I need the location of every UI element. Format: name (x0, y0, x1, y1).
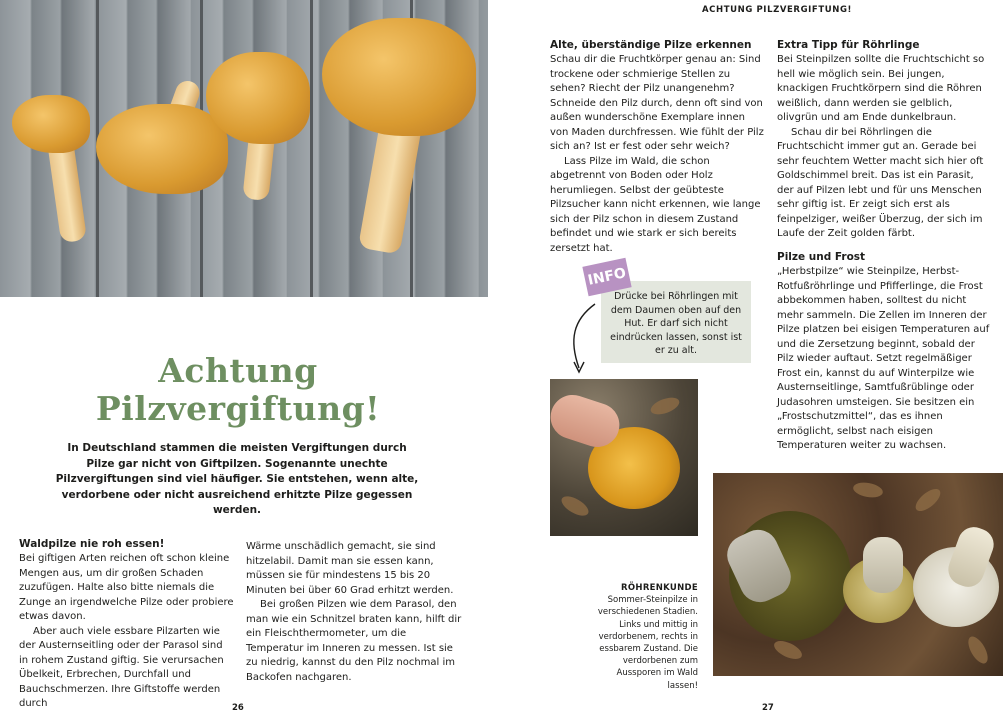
paragraph: Lass Pilze im Wald, die schon abgetrennt von Boden oder Holz herumliegen. Selbst der geübteste Pilzsucher kann nicht erkennen, wie lange sich der Pilz schon in diesem Zustand befindet und wie stark er sich bereits zersetzt hat. (550, 155, 761, 254)
paragraph: „Herbstpilze“ wie Steinpilze, Herbst-Rotfußröhrlinge und Pfifferlinge, die Frost abbekommen haben, solltest du nicht mehr sammeln. Die Zellen im Inneren der Pilze platzen bei eisigen Temperaturen auf und die Zersetzung beginnt, sobald der Pilz wieder auftaut. Setzt regelmäßiger Frost ein, kannst du auf Winterpilze wie Austernseitlinge, Samtfußrüblinge oder Judasohren umsteigen. Sie besitzen ein „Frostschutzmittel“, das es ihnen ermöglicht, selbst nach eisigen Temperaturen weiter zu wachsen. (777, 266, 990, 451)
info-box: Drücke bei Röhrlingen mit dem Daumen oben auf den Hut. Er darf sich nicht eindrücken lassen, sonst ist er zu alt. (601, 281, 751, 363)
page-title (60, 352, 416, 428)
heading-extra-tipp: Extra Tipp für Röhrlinge (777, 39, 920, 51)
heading-alte-pilze: Alte, überständige Pilze erkennen (550, 39, 752, 51)
caption-title: RÖHRENKUNDE (621, 583, 698, 593)
paragraph: Bei Steinpilzen sollte die Fruchtschicht so hell wie möglich sein. Bei jungen, knackigen Fruchtkörpern sind die Röhren weißlich, dann werden sie gelblich, olivgrün und am Ende dunkelbraun. (777, 54, 985, 123)
page-number-right: 27 (762, 703, 774, 713)
paragraph: Bei giftigen Arten reichen oft schon kleine Mengen aus, um dir großen Schaden zuzufügen. Halte also bitte niemals die Zunge an irgendwelche Pilze oder probiere etwas davon. (19, 553, 234, 622)
paragraph: Aber auch viele essbare Pilzarten wie der Austernseitling oder der Parasol sind in rohem Zustand giftig. Sie verursachen Übelkeit, Erbrechen, Durchfall und Bauchschmerzen. Ihre Giftstoffe werden durch (19, 625, 224, 709)
column-waldpilze-2 (246, 540, 464, 685)
arrow-icon (565, 300, 605, 380)
caption-text: Sommer-Steinpilze in verschiedenen Stadien. Links und mittig in verdorbenem, rechts in essbarem Zustand. Die verdorbenen zum Aussporen im Wald lassen! (597, 595, 698, 691)
page-number-left: 26 (232, 703, 244, 713)
title-line-2: Pilzvergiftung! (95, 389, 381, 428)
title-line-1: Achtung (158, 351, 318, 390)
column-pilze-frost (777, 250, 991, 454)
photo-caption (592, 582, 698, 692)
heading-pilze-frost: Pilze und Frost (777, 251, 866, 263)
column-extra-tipp (777, 38, 991, 242)
column-alte-pilze (550, 38, 764, 256)
paragraph: Wärme unschädlich gemacht, sie sind hitzelabil. Damit man sie essen kann, müssen sie für mindestens 15 bis 20 Minuten bei über 60 Grad erhitzt werden. (246, 541, 454, 596)
steinpilze-photo (713, 473, 1003, 676)
chanterelle-photo (0, 0, 488, 297)
paragraph: Schau dir die Fruchtkörper genau an: Sind trockene oder schmierige Stellen zu sehen? Riecht der Pilz unangenehm? Schneide den Pilz durch, denn oft sind von außen wunderschöne Exemplare innen von Maden durchfressen. Wie fühlt der Pilz sich an? Ist er fest oder sehr weich? (550, 54, 764, 152)
paragraph: Bei großen Pilzen wie dem Parasol, den man wie ein Schnitzel braten kann, hilft dir ein Fleischthermometer, um die Temperatur im Inneren zu messen. Ist sie zu niedrig, kannst du den Pilz nochmal im Backofen nachgaren. (246, 599, 462, 683)
column-waldpilze-1 (19, 537, 234, 712)
paragraph: Schau dir bei Röhrlingen die Fruchtschicht immer gut an. Gerade bei sehr feuchtem Wetter macht sich hier oft Goldschimmel breit. Das ist ein Parasit, der auf Pilzen lebt und für uns Menschen sehr giftig ist. Er zeigt sich erst als feinpelziger, weißer Überzug, der sich im Laufe der Zeit golden färbt. (777, 126, 984, 239)
heading-waldpilze: Waldpilze nie roh essen! (19, 538, 165, 550)
info-badge: INFO (582, 258, 631, 296)
running-head: ACHTUNG PILZVERGIFTUNG! (702, 5, 852, 15)
lead-paragraph: In Deutschland stammen die meisten Vergiftungen durch Pilze gar nicht von Giftpilzen. Sogenannte unechte Pilzvergiftungen sind viel häufiger. Sie entstehen, wenn alte, verdorbene oder nicht ausreichend erhitzte Pilze gegessen werden. (55, 442, 419, 516)
thumb-test-photo (550, 379, 698, 536)
